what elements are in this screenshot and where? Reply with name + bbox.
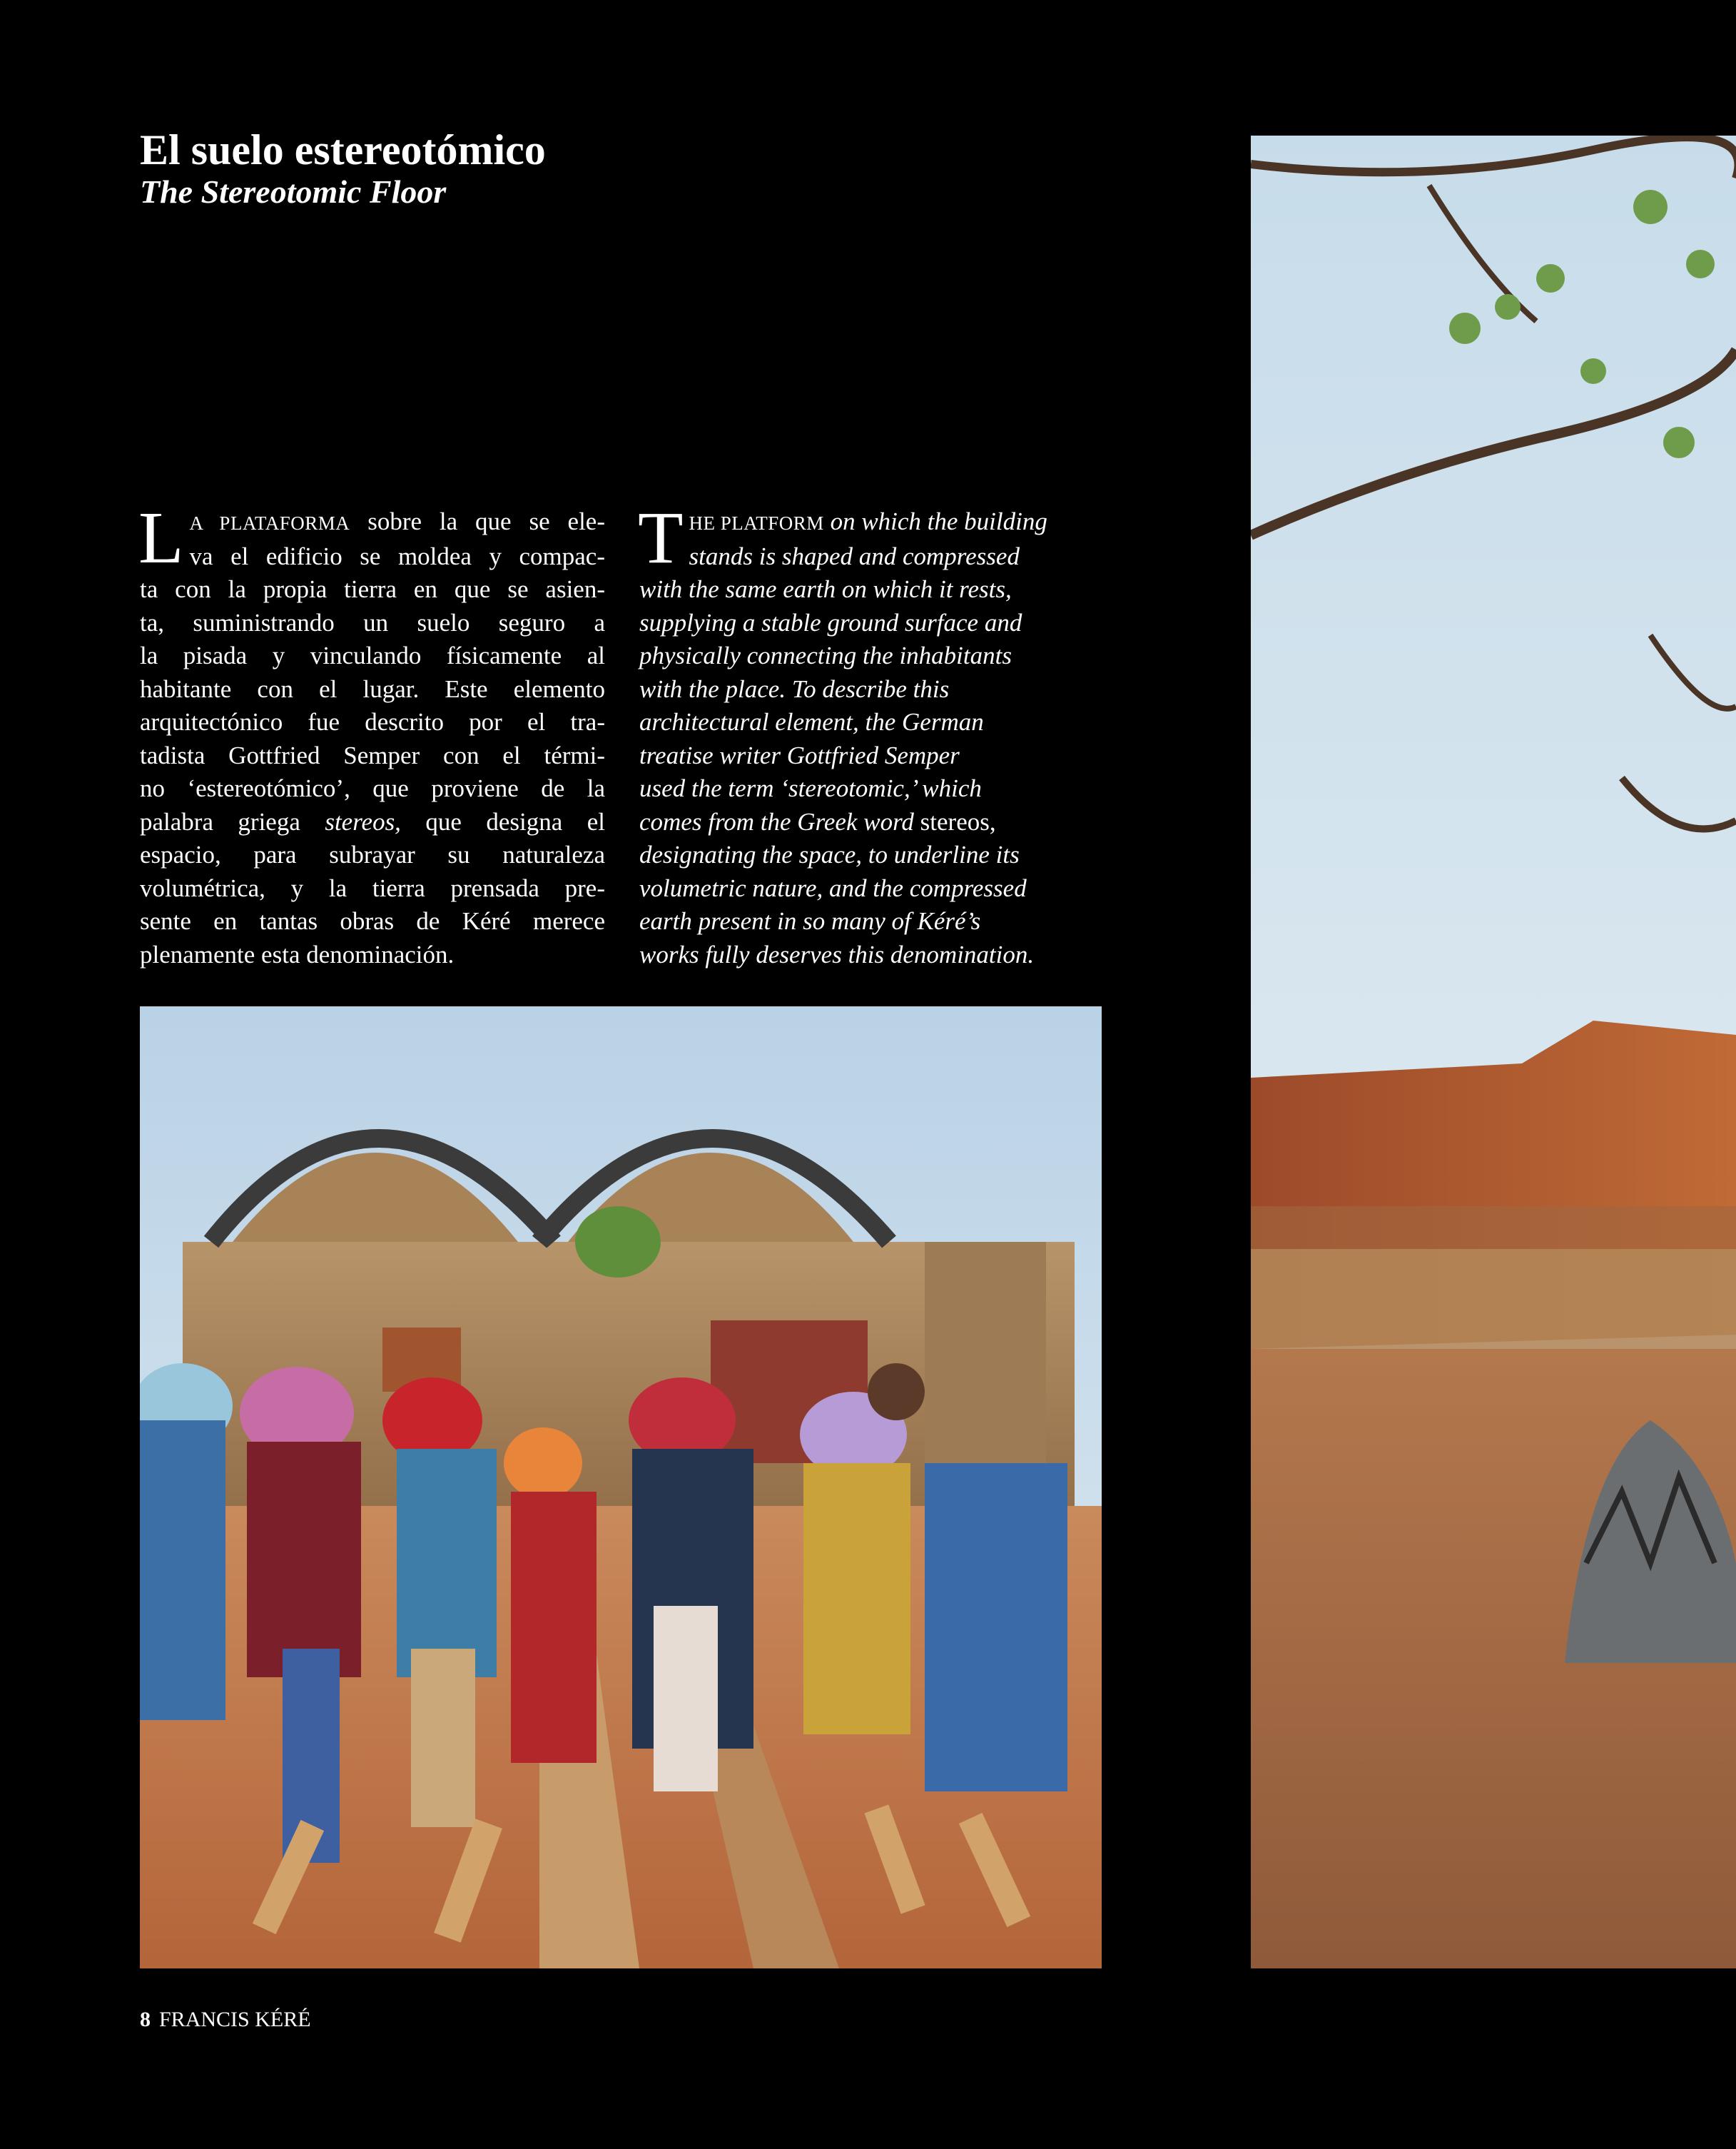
spanish-text-column: [138, 497, 605, 971]
text-fragment: comes from the Greek word: [639, 807, 920, 836]
text-line: sente en tantas obras de Kéré merece: [140, 907, 605, 935]
text-line: architectural element, the German: [639, 708, 984, 736]
text-line: habitante con el lugar. Este elemento: [140, 674, 605, 703]
text-line: used the term ‘stereotomic,’ which: [639, 774, 982, 802]
title-spanish: El suelo estereotómico: [140, 126, 546, 173]
text-line: supplying a stable ground surface and: [639, 608, 1022, 637]
text-line: [140, 806, 605, 839]
text-line: treatise writer Gottfried Semper: [639, 741, 960, 769]
english-text-column: [638, 497, 1139, 971]
text-line: [639, 505, 1139, 540]
text-line: espacio, para subrayar su naturaleza: [140, 841, 605, 869]
text-line: earth present in so many of Kéré’s: [639, 907, 981, 935]
dropcap-english: T: [638, 497, 684, 579]
text-line: va el edificio se moldea y compac-: [189, 542, 605, 570]
text-fragment: palabra griega: [140, 807, 325, 836]
text-fragment: sobre la que se ele-: [350, 507, 605, 535]
text-line: works fully deserves this denomination.: [639, 940, 1035, 969]
title-english: The Stereotomic Floor: [140, 173, 447, 210]
lead-smallcaps: HE PLATFORM: [689, 512, 824, 534]
text-fragment: que designa el: [400, 807, 605, 836]
italic-word: stereos,: [325, 807, 401, 836]
text-line: with the place. To describe this: [639, 674, 950, 703]
text-line: stands is shaped and compressed: [689, 542, 1020, 570]
photo-women-compacting-floor: [140, 1006, 1102, 1968]
article-heading: [140, 127, 782, 211]
upright-word: stereos,: [920, 807, 996, 836]
text-fragment: on which the building: [823, 507, 1047, 535]
text-line: designating the space, to underline its: [639, 841, 1020, 869]
text-line: volumétrica, y la tierra prensada pre-: [140, 874, 605, 902]
text-line: tadista Gottfried Semper con el térmi-: [140, 741, 605, 769]
text-line: arquitectónico fue descrito por el tra-: [140, 708, 605, 736]
photo-illustration: [1251, 136, 1736, 1968]
text-line: ta, suministrando un suelo seguro a: [140, 608, 605, 637]
text-line: no ‘estereotómico’, que proviene de la: [140, 774, 605, 802]
text-line: ta con la propia tierra en que se asien-: [140, 575, 605, 603]
text-line: physically connecting the inhabitants: [639, 642, 1012, 669]
text-line: with the same earth on which it rests,: [639, 575, 1012, 603]
page-footer: [140, 2006, 311, 2034]
text-line: volumetric nature, and the compressed: [639, 874, 1027, 902]
text-line: [639, 806, 1139, 839]
photo-illustration: [140, 1006, 1102, 1968]
page-number: 8: [140, 2008, 151, 2031]
photo-landscape-earth-wall: [1251, 136, 1736, 1968]
text-line: [140, 505, 605, 540]
text-line: plenamente esta denominación.: [140, 940, 455, 969]
running-head: FRANCIS KÉRÉ: [159, 2008, 311, 2031]
text-line: la pisada y vinculando físicamente al: [140, 642, 605, 669]
dropcap-spanish: L: [138, 497, 184, 579]
lead-smallcaps: A PLATAFORMA: [189, 512, 350, 534]
